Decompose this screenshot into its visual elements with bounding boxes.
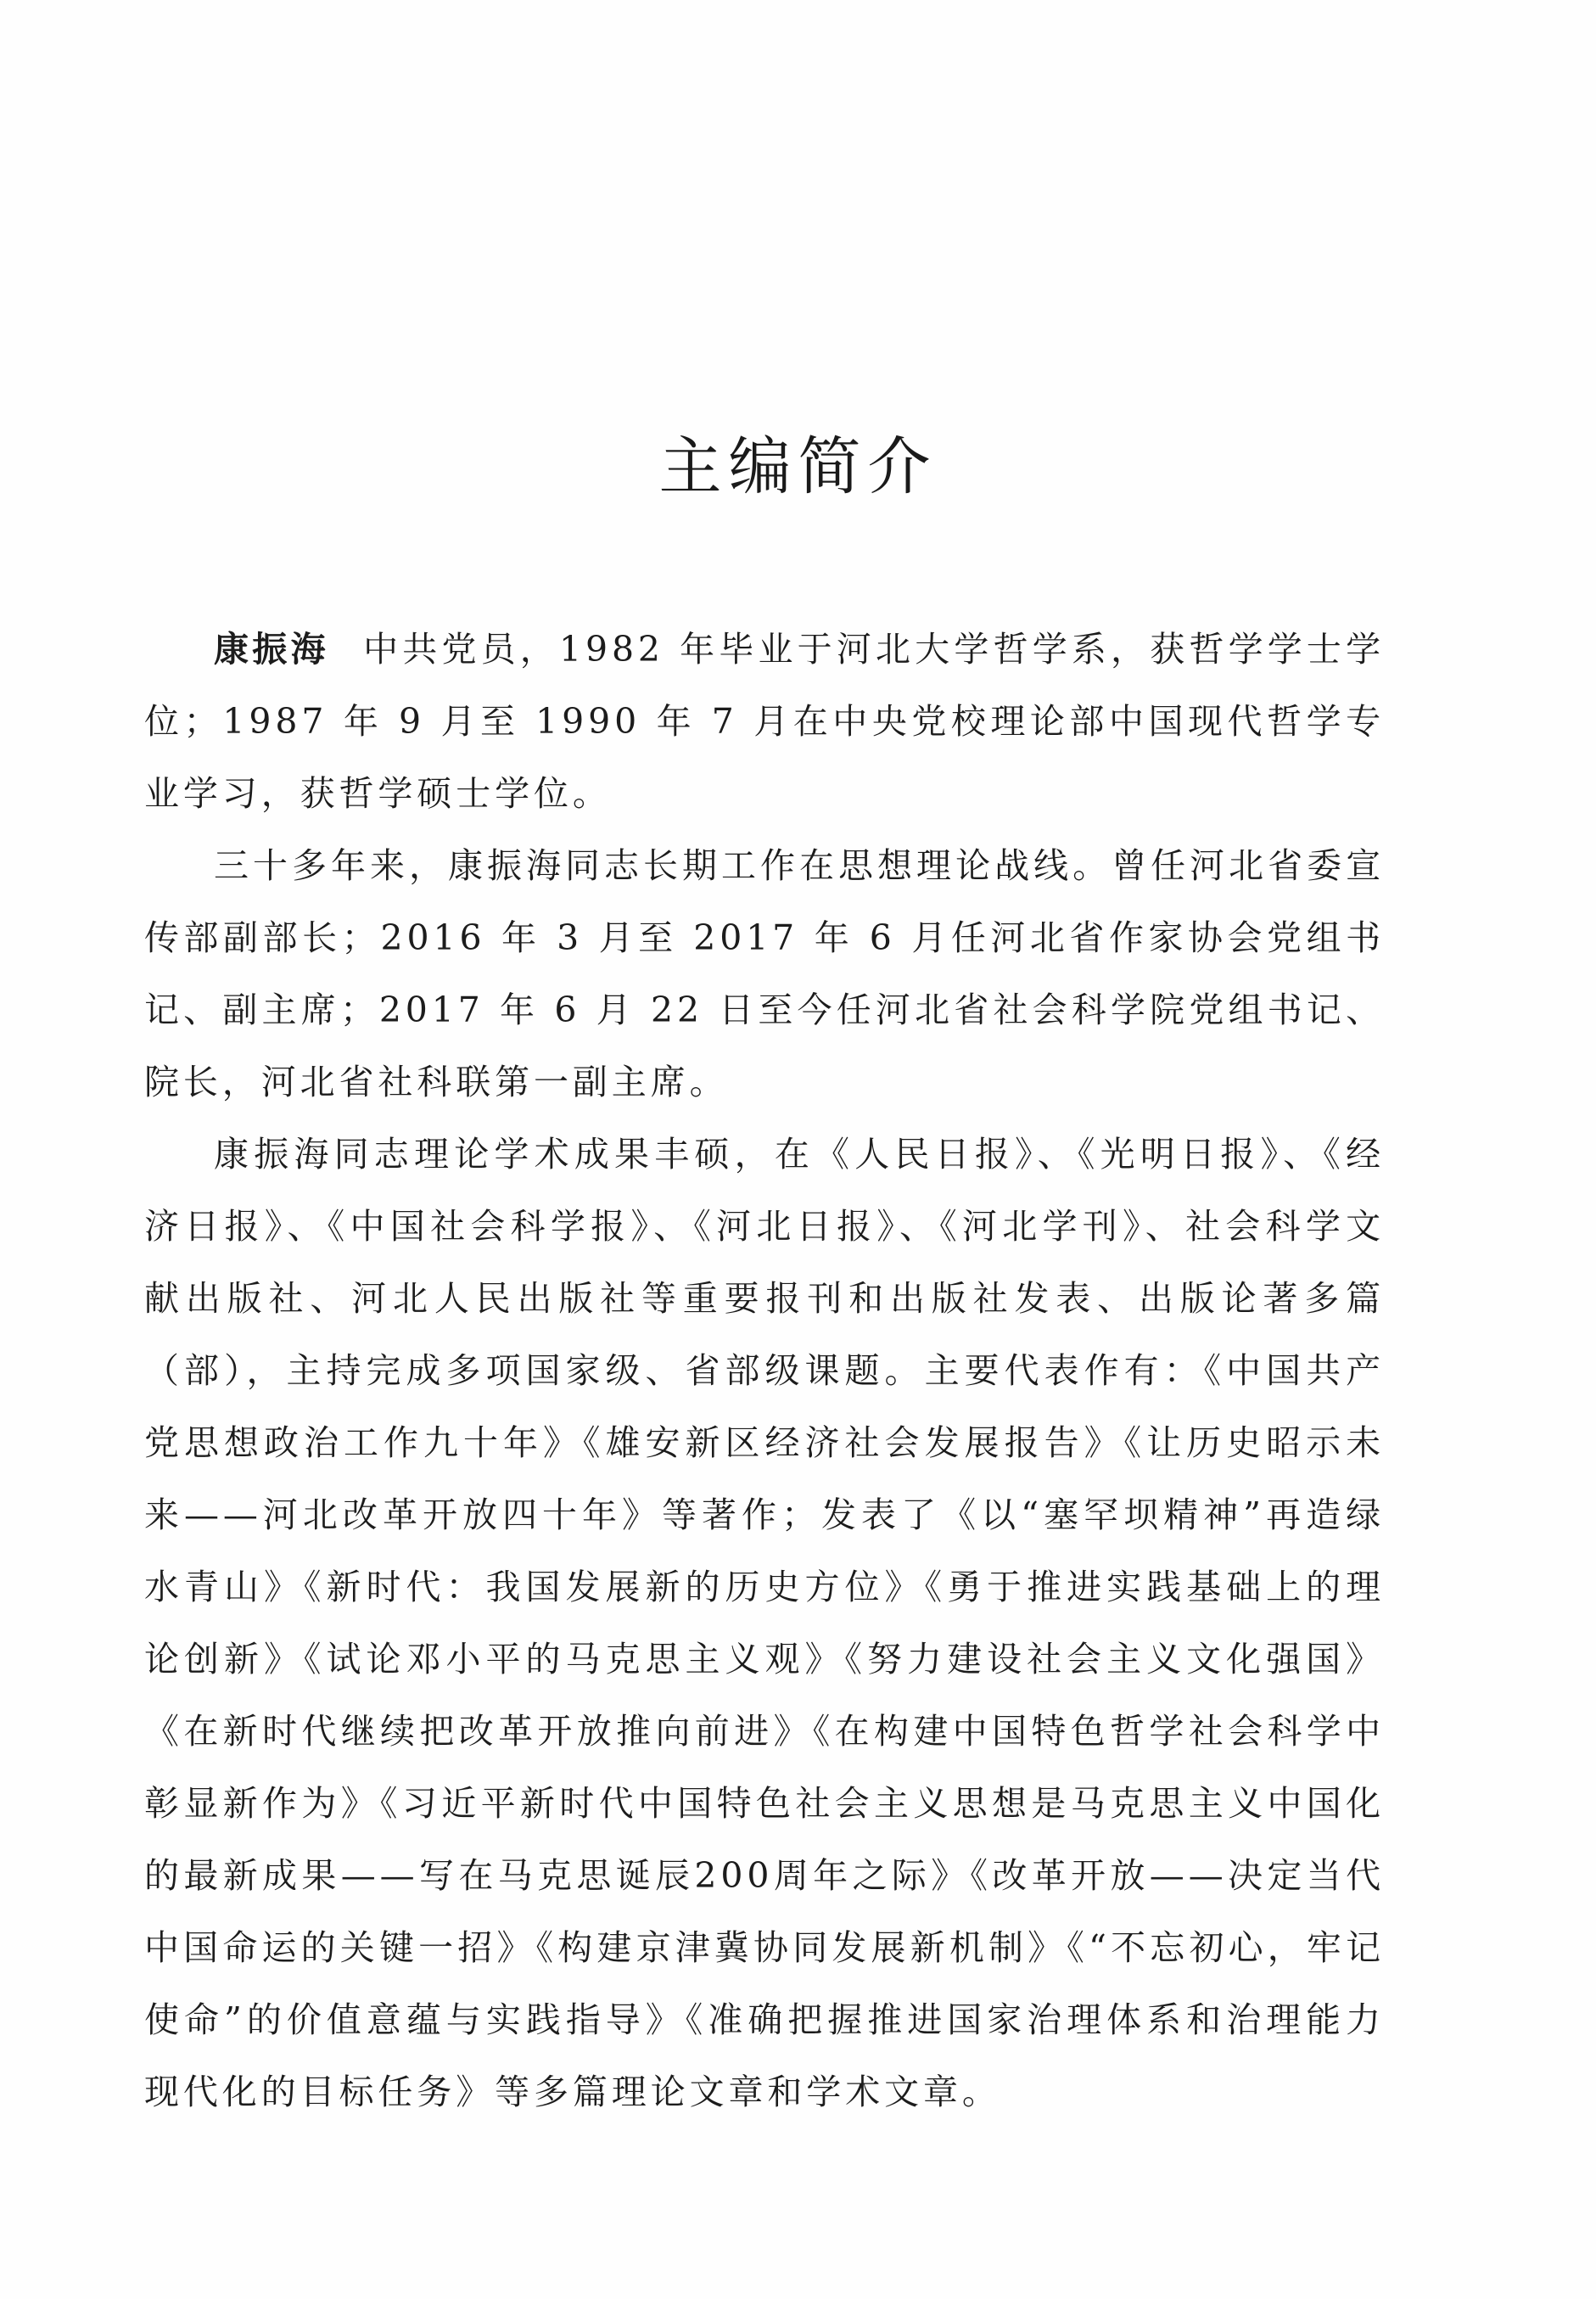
- body-text: [144, 614, 1385, 2128]
- editor-name: 康振海: [214, 629, 329, 670]
- paragraph-1: [144, 614, 1385, 830]
- paragraph-1-text: 中共党员，1982 年毕业于河北大学哲学系，获哲学学士学位；1987 年 9 月至 1990 年 7 月在中央党校理论部中国现代哲学专业学习，获哲学硕士学位。: [144, 629, 1385, 814]
- paragraph-2: 三十多年来，康振海同志长期工作在思想理论战线。曾任河北省委宣传部副部长；2016 年 3 月至 2017 年 6 月任河北省作家协会党组书记、副主席；2017 年 6 月 22 日至今任河北省社会科学院党组书记、院长，河北省社科联第一副主席。: [144, 845, 1385, 1102]
- page-title: 主编简介: [658, 429, 938, 503]
- paragraph-3: 康振海同志理论学术成果丰硕，在《人民日报》、《光明日报》、《经济日报》、《中国社会科学报》、《河北日报》、《河北学刊》、社会科学文献出版社、河北人民出版社等重要报刊和出版社发表、出版论著多篇（部），主持完成多项国家级、省部级课题。主要代表作有：《中国共产党思想政治工作九十年》《雄安新区经济社会发展报告》《让历史昭示未来——河北改革开放四十年》等著作；发表了《以“塞罕坝精神”再造绿水青山》《新时代：我国发展新的历史方位》《勇于推进实践基础上的理论创新》《试论邓小平的马克思主义观》《努力建设社会主义文化强国》《在新时代继续把改革开放推向前进》《在构建中国特色哲学社会科学中彰显新作为》《习近平新时代中国特色社会主义思想是马克思主义中国化的最新成果——写在马克思诞辰200周年之际》《改革开放——决定当代中国命运的关键一招》《构建京津冀协同发展新机制》《“不忘初心，牢记使命”的价值意蕴与实践指导》《准确把握推进国家治理体系和治理能力现代化的目标任务》等多篇理论文章和学术文章。: [144, 1134, 1385, 2112]
